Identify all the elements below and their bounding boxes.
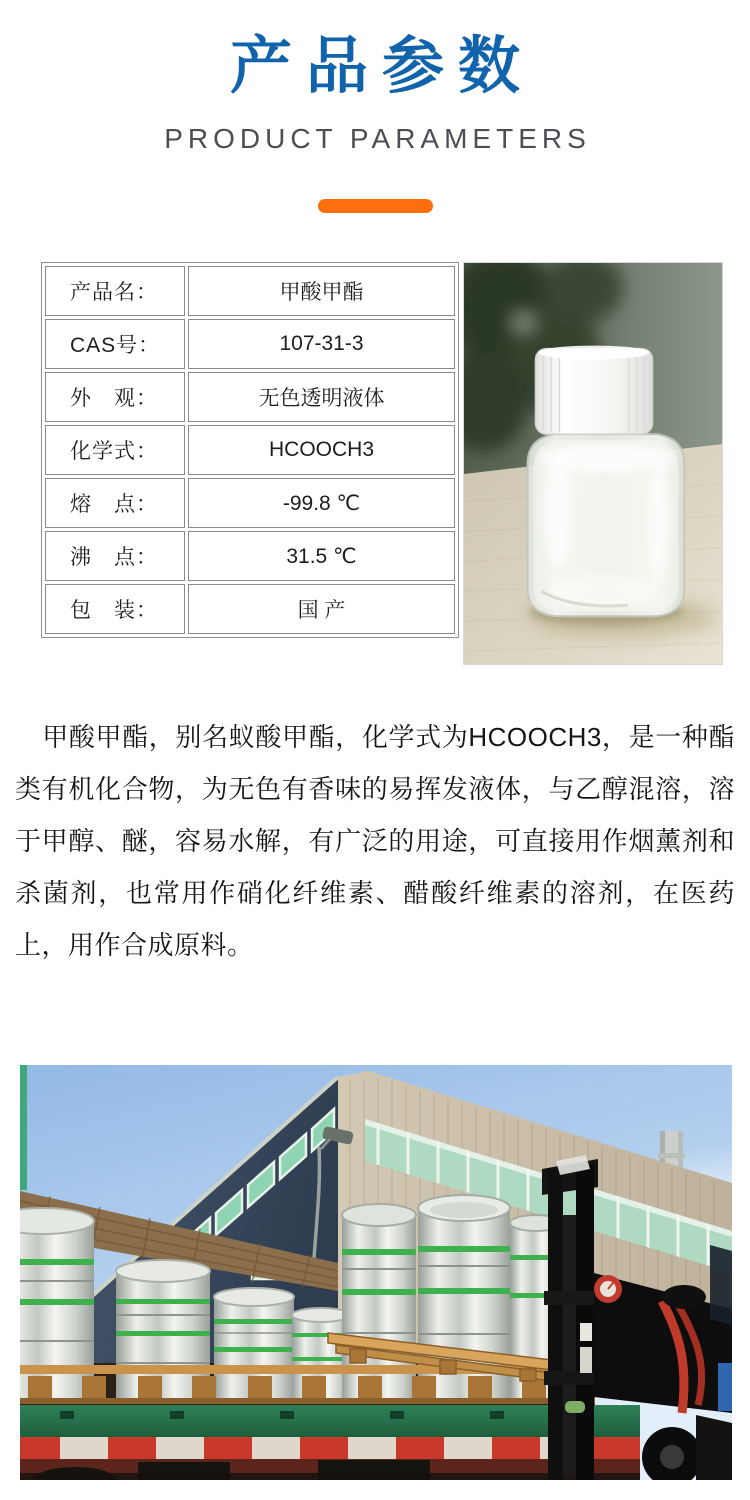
accent-bar [318, 199, 433, 213]
table-row [45, 425, 455, 475]
shipment-truck-photo [20, 1065, 732, 1480]
spec-label-packaging: 包 装： [45, 584, 185, 634]
spec-label-product-name: 产品名： [45, 266, 185, 316]
spec-section [41, 262, 723, 665]
table-row [45, 478, 455, 528]
spec-label-melting-point: 熔 点： [45, 478, 185, 528]
table-row [45, 584, 455, 634]
page-title: 产品参数 [229, 32, 534, 101]
product-description: 甲酸甲酯，别名蚁酸甲酯，化学式为HCOOCH3，是一种酯类有机化合物，为无色有香味的易挥发液体，与乙醇混溶，溶于甲醇、醚，容易水解，有广泛的用途，可直接用作烟薰剂和杀菌剂，也常用作硝化纤维素、醋酸纤维素的溶剂，在医药上，用作合成原料。 [15, 722, 735, 961]
table-row [45, 319, 455, 369]
spec-label-formula: 化学式： [45, 425, 185, 475]
spec-value-appearance: 无色透明液体 [188, 372, 455, 422]
spec-value-cas: 107-31-3 [188, 319, 455, 369]
table-row [45, 266, 455, 316]
spec-value-product-name: 甲酸甲酯 [188, 266, 455, 316]
spec-label-cas: CAS号： [45, 319, 185, 369]
page-subtitle: PRODUCT PARAMETERS [164, 123, 591, 155]
spec-value-packaging: 国 产 [188, 584, 455, 634]
product-bottle-photo [463, 262, 723, 665]
page-header [0, 0, 750, 213]
spec-value-melting-point: -99.8 ℃ [188, 478, 455, 528]
table-row [45, 531, 455, 581]
spec-value-boiling-point: 31.5 ℃ [188, 531, 455, 581]
table-row [45, 372, 455, 422]
spec-label-appearance: 外 观： [45, 372, 185, 422]
spec-table [41, 262, 459, 638]
spec-value-formula: HCOOCH3 [188, 425, 455, 475]
spec-label-boiling-point: 沸 点： [45, 531, 185, 581]
